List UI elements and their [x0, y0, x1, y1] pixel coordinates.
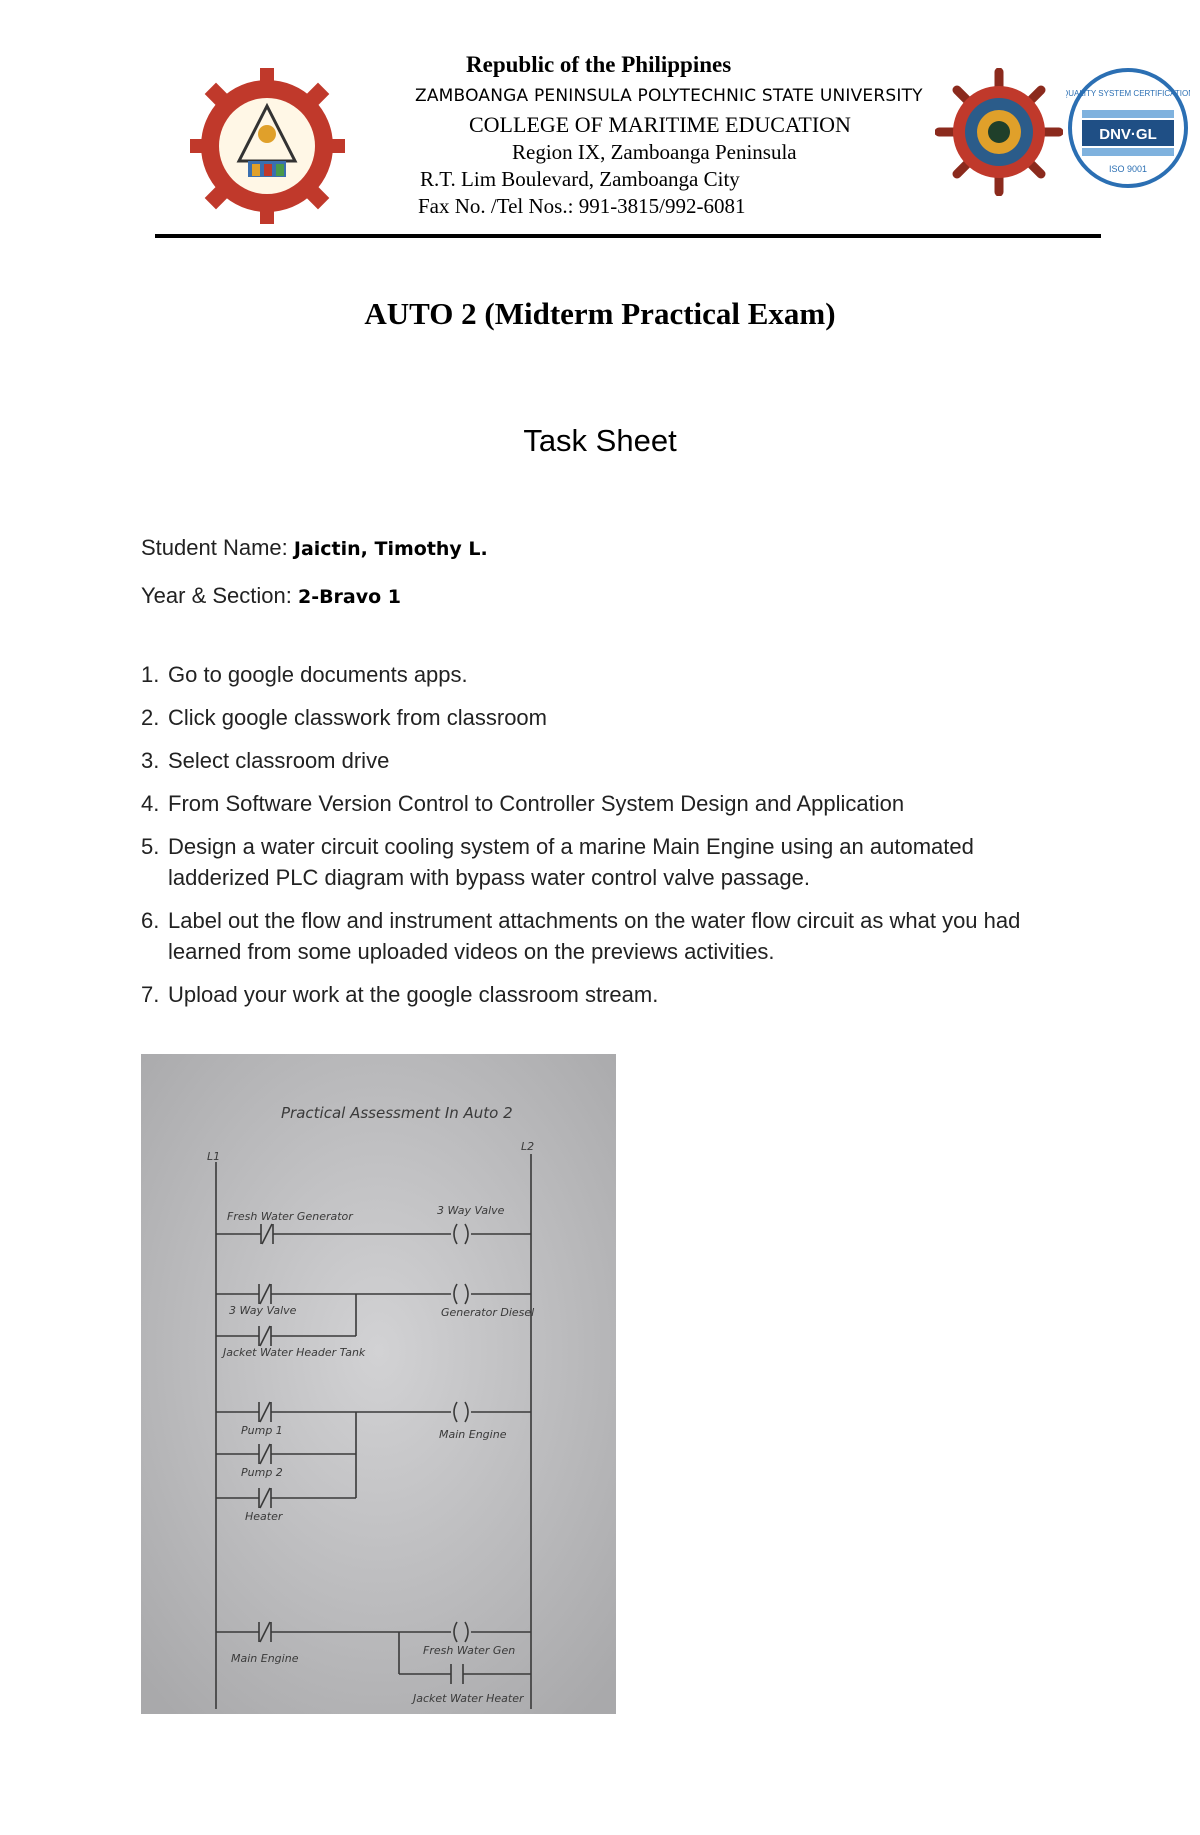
- letterhead-region: Region IX, Zamboanga Peninsula: [512, 140, 797, 164]
- step-text: From Software Version Control to Controller System Design and Application: [168, 791, 905, 816]
- photo-title: Practical Assessment In Auto 2: [281, 1104, 513, 1122]
- jw-heater-label: Jacket Water Heater: [413, 1692, 524, 1705]
- step-text: Go to google documents apps.: [168, 662, 468, 687]
- cert-ring-text: QUALITY SYSTEM CERTIFICATION: [1066, 89, 1190, 98]
- step-text: Upload your work at the google classroom stream.: [168, 982, 659, 1007]
- step-number: 5.: [141, 834, 160, 859]
- main-engine-label: Main Engine: [231, 1652, 299, 1665]
- main-engine-coil-label: Main Engine: [439, 1428, 507, 1441]
- task-step: [141, 831, 1071, 893]
- generator-diesel-label: Generator Diesel: [441, 1306, 535, 1319]
- document-title: AUTO 2 (Midterm Practical Exam): [364, 296, 836, 331]
- student-name-label: Student Name:: [141, 535, 294, 560]
- task-step: [141, 702, 1071, 733]
- step-number: 4.: [141, 791, 160, 816]
- letterhead-university: ZAMBOANGA PENINSULA POLYTECHNIC STATE UNIVERSITY: [415, 86, 923, 106]
- step-text: Select classroom drive: [168, 748, 390, 773]
- cert-brand-text: DNV·GL: [1099, 126, 1157, 143]
- step-number: 6.: [141, 908, 160, 933]
- step-number: 3.: [141, 748, 160, 773]
- year-section-line: [141, 583, 401, 609]
- letterhead-college: COLLEGE OF MARITIME EDUCATION: [469, 112, 851, 137]
- jw-header-tank-label: Jacket Water Header Tank: [223, 1346, 366, 1359]
- pump1-label: Pump 1: [241, 1424, 283, 1437]
- task-step: [141, 745, 1071, 776]
- fw-generator-label: Fresh Water Generator: [227, 1210, 353, 1223]
- step-number: 7.: [141, 982, 160, 1007]
- task-step: [141, 979, 1071, 1010]
- rail-right-label: L2: [521, 1140, 535, 1153]
- task-step: [141, 788, 1071, 819]
- letterhead-address: R.T. Lim Boulevard, Zamboanga City: [420, 167, 740, 191]
- header-divider: [155, 234, 1101, 238]
- task-steps-list: [141, 659, 1071, 1022]
- ladder-diagram-photo: [141, 1054, 616, 1714]
- year-section-label: Year & Section:: [141, 583, 298, 608]
- task-step: [141, 659, 1071, 690]
- letterhead-contact: Fax No. /Tel Nos.: 991-3815/992-6081: [418, 194, 746, 218]
- student-name-value: Jaictin, Timothy L.: [293, 538, 488, 560]
- step-text: Design a water circuit cooling system of a marine Main Engine using an automated ladderized PLC diagram with bypass water control valve passage.: [168, 834, 974, 890]
- year-section-value: 2-Bravo 1: [297, 586, 402, 608]
- letterhead-republic: Republic of the Philippines: [466, 52, 732, 77]
- step-number: 2.: [141, 705, 160, 730]
- three-way-valve-label: 3 Way Valve: [229, 1304, 297, 1317]
- student-name-line: [141, 535, 488, 561]
- cert-iso-text: ISO 9001: [1108, 164, 1148, 174]
- pump2-label: Pump 2: [241, 1466, 283, 1479]
- university-seal-logo: [190, 66, 345, 226]
- task-step: [141, 905, 1071, 967]
- document-subtitle: Task Sheet: [523, 423, 677, 458]
- maritime-college-seal-logo: [935, 68, 1063, 196]
- dnv-gl-certification-logo: [1066, 66, 1190, 190]
- step-number: 1.: [141, 662, 160, 687]
- rail-left-label: L1: [207, 1150, 221, 1163]
- step-text: Label out the flow and instrument attachments on the water flow circuit as what you had learned from some uploaded videos on the previews activities.: [168, 908, 1021, 964]
- step-text: Click google classwork from classroom: [168, 705, 547, 730]
- heater-label: Heater: [245, 1510, 283, 1523]
- fw-gen-label: Fresh Water Gen: [423, 1644, 516, 1657]
- three-way-valve-coil-label: 3 Way Valve: [437, 1204, 505, 1217]
